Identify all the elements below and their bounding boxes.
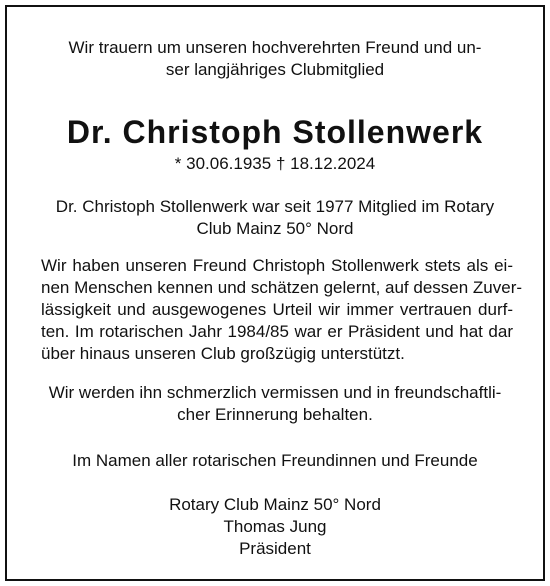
tribute-line: über hinaus unseren Club großzügig unterstützt. — [41, 344, 405, 363]
membership-line: Club Mainz 50° Nord — [196, 219, 354, 238]
life-dates — [7, 153, 543, 175]
birth-death-dates: * 30.06.1935 † 18.12.2024 — [174, 154, 376, 173]
behalf-text — [7, 450, 543, 472]
signature-person: Thomas Jung — [223, 517, 327, 536]
signature-role: Präsident — [239, 539, 311, 558]
intro-line: ser langjähriges Clubmitglied — [165, 60, 385, 79]
intro-line: Wir trauern um unseren hochverehrten Freund und un- — [68, 38, 482, 57]
intro-text — [7, 37, 543, 81]
signature-club: Rotary Club Mainz 50° Nord — [169, 495, 381, 514]
tribute-line: lässigkeit und ausgewogenes Urteil wir immer vertrauen durf- — [41, 300, 513, 319]
deceased-name: Dr. Christoph Stollenwerk — [66, 114, 484, 150]
membership-line: Dr. Christoph Stollenwerk war seit 1977 Mitglied im Rotary — [55, 197, 495, 216]
tribute-paragraph — [41, 255, 523, 365]
membership-text — [7, 196, 543, 240]
missing-line: cher Erinnerung behalten. — [177, 405, 373, 424]
obituary-notice — [5, 5, 545, 581]
tribute-line: Wir haben unseren Freund Christoph Stollenwerk stets als ei- — [41, 256, 513, 275]
signature-block — [7, 494, 543, 560]
missing-line: Wir werden ihn schmerzlich vermissen und in freundschaftli- — [48, 383, 502, 402]
behalf-line: Im Namen aller rotarischen Freundinnen und Freunde — [72, 451, 478, 470]
tribute-line: nen Menschen kennen und schätzen gelernt, auf dessen Zuver- — [41, 278, 523, 297]
missing-text — [7, 382, 543, 426]
tribute-line: ten. Im rotarischen Jahr 1984/85 war er Präsident und hat dar — [41, 322, 513, 341]
